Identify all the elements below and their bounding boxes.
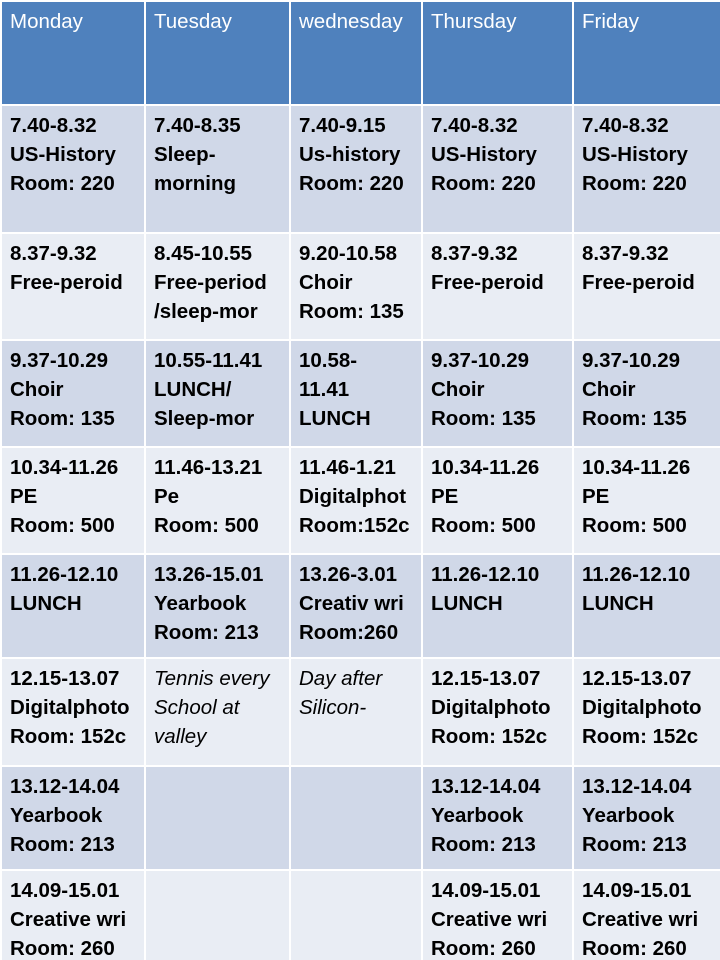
cell-text-line: Room: 152c [431, 725, 548, 748]
schedule-cell-thursday [422, 105, 573, 233]
schedule-row [1, 447, 720, 554]
cell-text-line: 9.37-10.29 [10, 349, 109, 372]
cell-text-line: PE [10, 485, 38, 508]
cell-text-line: 7.40-8.32 [582, 114, 669, 137]
schedule-cell-monday [1, 870, 145, 960]
cell-text-line: PE [431, 485, 459, 508]
schedule-cell-friday [573, 105, 720, 233]
schedule-cell-tuesday [145, 658, 290, 766]
cell-text-line: US-History [431, 143, 537, 166]
cell-text-line: Room: 152c [10, 725, 127, 748]
header-row [1, 1, 720, 105]
schedule-cell-monday [1, 658, 145, 766]
cell-text-line: Day after [299, 667, 383, 690]
cell-text-line: Room: 213 [431, 833, 536, 856]
cell-text-line: Choir [431, 378, 485, 401]
schedule-cell-wednesday [290, 447, 422, 554]
cell-text-line: Room: 213 [10, 833, 115, 856]
schedule-body [1, 105, 720, 960]
cell-text-line: Yearbook [154, 592, 247, 615]
cell-text-line: LUNCH/ [154, 378, 232, 401]
cell-text-line: 11.26-12.10 [431, 563, 540, 586]
cell-text-line: Yearbook [10, 804, 103, 827]
cell-text-line: 7.40-9.15 [299, 114, 386, 137]
cell-text-line: Room: 220 [299, 172, 404, 195]
header-monday: Monday [1, 1, 145, 105]
cell-text-line: 9.20-10.58 [299, 242, 398, 265]
cell-text-line: Room: 213 [582, 833, 687, 856]
schedule-row [1, 105, 720, 233]
cell-text-line: Room: 500 [10, 514, 115, 537]
schedule-cell-thursday [422, 870, 573, 960]
cell-text-line: Digitalphoto [582, 696, 702, 719]
cell-text-line: 8.45-10.55 [154, 242, 253, 265]
cell-text-line: 14.09-15.01 [10, 879, 120, 902]
schedule-cell-wednesday [290, 870, 422, 960]
cell-text-line: Room: 135 [431, 407, 536, 430]
cell-text-line: Room: 260 [431, 937, 536, 960]
cell-text-line: 9.37-10.29 [431, 349, 530, 372]
header-thursday: Thursday [422, 1, 573, 105]
schedule-cell-wednesday [290, 554, 422, 658]
cell-text-line: Room: 152c [582, 725, 699, 748]
schedule-cell-monday [1, 554, 145, 658]
cell-text-line: 11.26-12.10 [582, 563, 691, 586]
cell-text-line: 10.34-11.26 [431, 456, 540, 479]
schedule-cell-thursday [422, 658, 573, 766]
cell-text-line: US-History [10, 143, 116, 166]
cell-text-line: Room:260 [299, 621, 399, 644]
cell-text-line: Silicon- [299, 696, 367, 719]
schedule-cell-monday [1, 766, 145, 870]
schedule-cell-wednesday [290, 766, 422, 870]
schedule-row [1, 766, 720, 870]
schedule-cell-tuesday [145, 447, 290, 554]
cell-text-line: Digitalphot [299, 485, 407, 508]
schedule-cell-friday [573, 766, 720, 870]
cell-text-line: 13.12-14.04 [10, 775, 120, 798]
cell-text-line: Choir [10, 378, 64, 401]
cell-text-line: Room: 500 [431, 514, 536, 537]
cell-text-line: Creative wri [582, 908, 699, 931]
schedule-cell-friday [573, 554, 720, 658]
cell-text-line: 7.40-8.35 [154, 114, 241, 137]
cell-text-line: Us-history [299, 143, 401, 166]
schedule-cell-tuesday [145, 233, 290, 340]
schedule-cell-thursday [422, 447, 573, 554]
cell-text-line: Free-peroid [10, 271, 123, 294]
cell-text-line: 12.15-13.07 [431, 667, 541, 690]
header-wednesday: wednesday [290, 1, 422, 105]
cell-text-line: 10.34-11.26 [582, 456, 691, 479]
schedule-row [1, 658, 720, 766]
schedule-cell-wednesday [290, 105, 422, 233]
cell-text-line: 13.12-14.04 [582, 775, 692, 798]
cell-text-line: 13.26-15.01 [154, 563, 264, 586]
schedule-cell-friday [573, 658, 720, 766]
cell-text-line: Room: 500 [154, 514, 259, 537]
schedule-cell-tuesday [145, 340, 290, 447]
schedule-cell-friday [573, 340, 720, 447]
cell-text-line: Room:152c [299, 514, 410, 537]
cell-text-line: Room: 135 [299, 300, 404, 323]
cell-text-line: Creativ wri [299, 592, 404, 615]
cell-text-line: Room: 135 [582, 407, 687, 430]
cell-text-line: 10.55-11.41 [154, 349, 263, 372]
cell-text-line: 7.40-8.32 [10, 114, 97, 137]
schedule-cell-monday [1, 233, 145, 340]
schedule-cell-thursday [422, 766, 573, 870]
cell-text-line: 9.37-10.29 [582, 349, 681, 372]
cell-text-line: 11.41 [299, 378, 350, 401]
cell-text-line: Yearbook [431, 804, 524, 827]
cell-text-line: US-History [582, 143, 688, 166]
cell-text-line: 8.37-9.32 [10, 242, 97, 265]
cell-text-line: Choir [582, 378, 636, 401]
schedule-cell-monday [1, 447, 145, 554]
cell-text-line: Free-period [154, 271, 267, 294]
header-friday: Friday [573, 1, 720, 105]
cell-text-line: Creative wri [10, 908, 127, 931]
schedule-cell-friday [573, 870, 720, 960]
cell-text-line: Free-peroid [582, 271, 695, 294]
cell-text-line: Choir [299, 271, 353, 294]
cell-text-line: Sleep-mor [154, 407, 255, 430]
schedule-cell-wednesday [290, 658, 422, 766]
cell-text-line: 14.09-15.01 [431, 879, 541, 902]
schedule-row [1, 870, 720, 960]
cell-text-line: PE [582, 485, 610, 508]
cell-text-line: 11.46-13.21 [154, 456, 263, 479]
cell-text-line: 14.09-15.01 [582, 879, 692, 902]
cell-text-line: Pe [154, 485, 180, 508]
schedule-cell-thursday [422, 554, 573, 658]
cell-text-line: Tennis every [154, 667, 270, 690]
schedule-cell-wednesday [290, 340, 422, 447]
cell-text-line: Room: 220 [10, 172, 115, 195]
cell-text-line: LUNCH [582, 592, 654, 615]
cell-text-line: 13.12-14.04 [431, 775, 541, 798]
schedule-cell-tuesday [145, 105, 290, 233]
cell-text-line: LUNCH [299, 407, 371, 430]
cell-text-line: Free-peroid [431, 271, 544, 294]
cell-text-line: Room: 135 [10, 407, 115, 430]
cell-text-line: Digitalphoto [431, 696, 551, 719]
cell-text-line: Room: 260 [10, 937, 115, 960]
schedule-cell-wednesday [290, 233, 422, 340]
cell-text-line: 8.37-9.32 [431, 242, 518, 265]
cell-text-line: morning [154, 172, 236, 195]
cell-text-line: Room: 220 [582, 172, 687, 195]
schedule-cell-thursday [422, 233, 573, 340]
cell-text-line: 11.46-1.21 [299, 456, 396, 479]
cell-text-line: 10.58- [299, 349, 358, 372]
cell-text-line: 13.26-3.01 [299, 563, 398, 586]
schedule-cell-thursday [422, 340, 573, 447]
cell-text-line: 12.15-13.07 [10, 667, 120, 690]
schedule-cell-tuesday [145, 554, 290, 658]
schedule-row [1, 554, 720, 658]
schedule-row [1, 340, 720, 447]
schedule-cell-friday [573, 447, 720, 554]
schedule-cell-monday [1, 340, 145, 447]
cell-text-line: Digitalphoto [10, 696, 130, 719]
schedule-cell-friday [573, 233, 720, 340]
cell-text-line: LUNCH [10, 592, 82, 615]
cell-text-line: valley [154, 725, 207, 748]
cell-text-line: Sleep- [154, 143, 216, 166]
cell-text-line: LUNCH [431, 592, 503, 615]
cell-text-line: 10.34-11.26 [10, 456, 119, 479]
schedule-cell-tuesday [145, 766, 290, 870]
cell-text-line: 11.26-12.10 [10, 563, 119, 586]
cell-text-line: 8.37-9.32 [582, 242, 669, 265]
cell-text-line: /sleep-mor [154, 300, 258, 323]
header-tuesday: Tuesday [145, 1, 290, 105]
schedule-row [1, 233, 720, 340]
schedule-cell-tuesday [145, 870, 290, 960]
cell-text-line: Room: 213 [154, 621, 259, 644]
cell-text-line: Yearbook [582, 804, 675, 827]
cell-text-line: 7.40-8.32 [431, 114, 518, 137]
schedule-cell-monday [1, 105, 145, 233]
cell-text-line: School at [154, 696, 240, 719]
cell-text-line: Room: 220 [431, 172, 536, 195]
cell-text-line: Creative wri [431, 908, 548, 931]
cell-text-line: Room: 260 [582, 937, 687, 960]
schedule-header [1, 1, 720, 105]
cell-text-line: Room: 500 [582, 514, 687, 537]
cell-text-line: 12.15-13.07 [582, 667, 692, 690]
